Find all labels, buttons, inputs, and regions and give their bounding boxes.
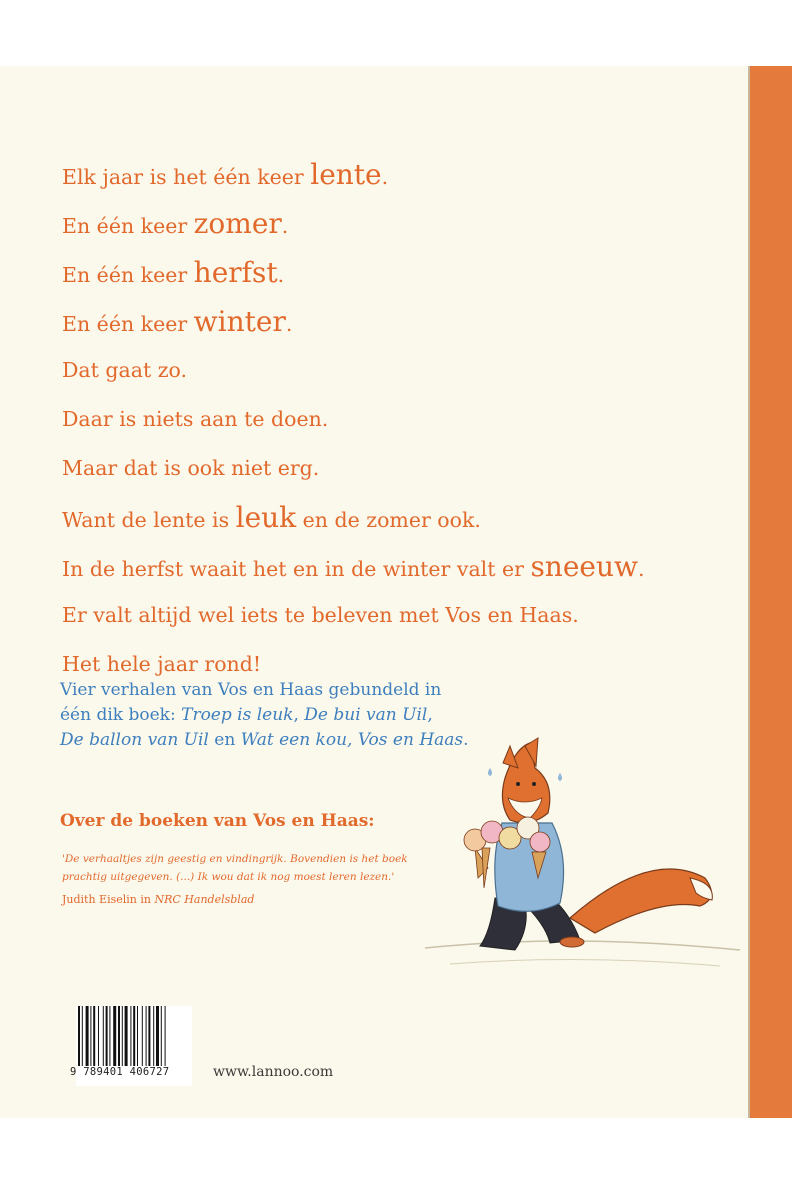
reviews-heading: Over de boeken van Vos en Haas: <box>60 811 375 831</box>
book-title: De bui van Uil <box>304 705 428 725</box>
barcode-bar <box>161 1006 162 1066</box>
poem-line: Daar is niets aan te doen. <box>62 407 329 431</box>
barcode-bar <box>165 1006 166 1066</box>
poem-line: In de herfst waait het en in de winter valt er sneeuw. <box>62 550 645 583</box>
fox-illustration <box>420 728 750 990</box>
blurb-line: één dik boek: Troep is leuk, De bui van Uil, <box>60 705 433 725</box>
emphasis-word: sneeuw <box>530 550 638 583</box>
blurb-line: De ballon van Uil en Wat een kou, Vos en Haas. <box>60 730 469 750</box>
poem <box>62 150 742 689</box>
emphasis-word: herfst <box>193 256 278 289</box>
isbn-number: 9 789401 406727 <box>70 1066 170 1078</box>
emphasis-word: lente <box>310 158 382 191</box>
review-quote: 'De verhaaltjes zijn geestig en vindingrijk. Bovendien is het boek prachtig uitgegeven. (...) Ik wou dat ik nog moest leren lezen.' <box>62 853 408 883</box>
emphasis-word: zomer <box>193 207 282 240</box>
poem-line: Het hele jaar rond! <box>62 652 262 676</box>
poem-line: Dat gaat zo. <box>62 358 188 382</box>
barcode-bar <box>103 1006 104 1066</box>
publisher-website: www.lannoo.com <box>213 1064 334 1080</box>
barcode-bar <box>106 1006 108 1066</box>
barcode-bar <box>109 1006 110 1066</box>
emphasis-word: winter <box>193 305 286 338</box>
barcode-bar <box>146 1006 147 1066</box>
barcode-bar <box>82 1006 83 1066</box>
poem-line: En één keer winter. <box>62 305 293 338</box>
barcode-bar <box>125 1006 128 1066</box>
poem-line: Er valt altijd wel iets te beleven met Vos en Haas. <box>62 603 579 627</box>
barcode-bar <box>153 1006 154 1066</box>
barcode-bar <box>148 1006 150 1066</box>
book-title: Wat een kou, Vos en Haas <box>240 730 464 750</box>
poem-line: En één keer zomer. <box>62 207 289 240</box>
barcode-bar <box>156 1006 159 1066</box>
barcode-bar <box>133 1006 135 1066</box>
emphasis-word: leuk <box>235 501 297 534</box>
blurb-line: Vier verhalen van Vos en Haas gebundeld in <box>60 680 442 700</box>
poem-line: Elk jaar is het één keer lente. <box>62 158 389 191</box>
barcode-bar <box>130 1006 131 1066</box>
barcode-bar <box>137 1006 138 1066</box>
book-blurb <box>60 678 480 753</box>
barcode-bar <box>93 1006 95 1066</box>
poem-line: Want de lente is leuk en de zomer ook. <box>62 501 481 534</box>
barcode-bar <box>113 1006 116 1066</box>
review-attribution: Judith Eiselin in NRC Handelsblad <box>62 893 255 906</box>
poem-line: En één keer herfst. <box>62 256 285 289</box>
barcode-bar <box>122 1006 123 1066</box>
barcode-bar <box>78 1006 80 1066</box>
barcode-bar <box>86 1006 89 1066</box>
barcode-bar <box>98 1006 99 1066</box>
barcode-bar <box>142 1006 143 1066</box>
book-title: Troep is leuk <box>181 705 294 725</box>
book-spine <box>750 66 792 1118</box>
poem-line: Maar dat is ook niet erg. <box>62 456 320 480</box>
book-title: De ballon van Uil <box>60 730 209 750</box>
review-source: NRC Handelsblad <box>154 893 255 906</box>
barcode-bar <box>118 1006 120 1066</box>
barcode-bar <box>90 1006 91 1066</box>
